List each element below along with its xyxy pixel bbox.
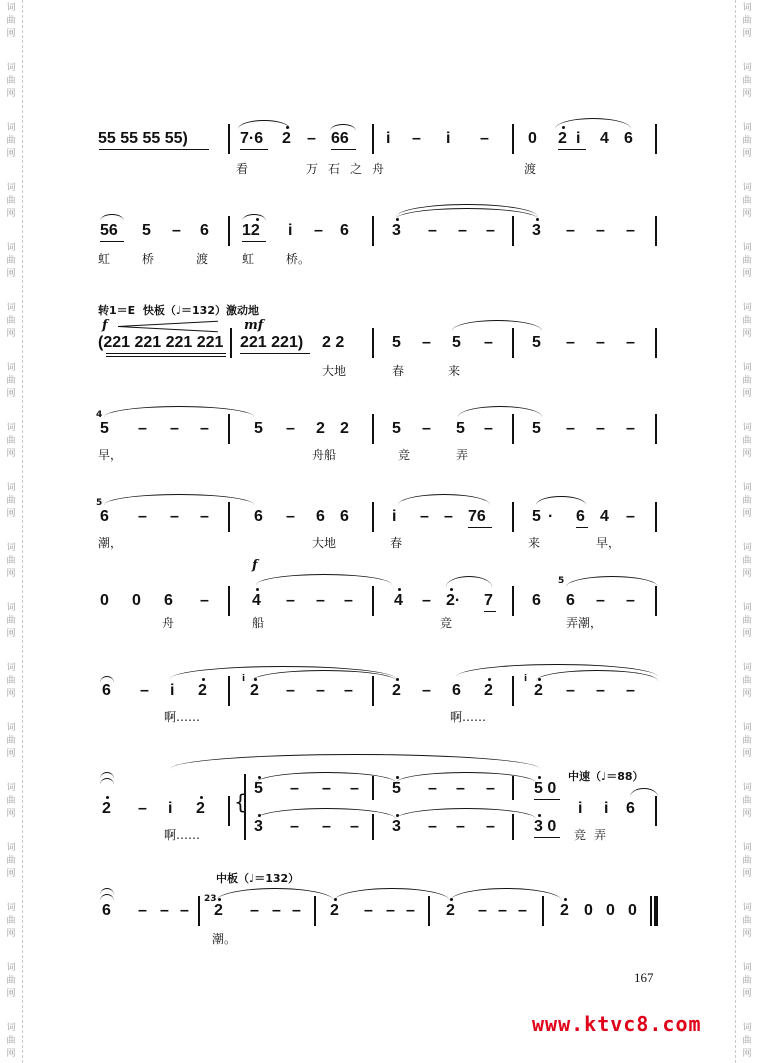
note: 5 [532,334,541,351]
note: – [292,902,301,919]
watermark: 词 曲 网 [742,303,752,339]
watermark: 词 曲 网 [6,1023,16,1059]
watermark: 词 曲 网 [742,123,752,159]
watermark: 词 曲 网 [742,783,752,819]
note: – [596,334,605,351]
note-group: 55 55 55 55) [98,130,188,147]
note: – [170,508,179,525]
note: – [458,222,467,239]
note: – [350,818,359,835]
note: i [392,508,397,525]
lyric: 早， [98,448,123,462]
note: i [604,800,609,817]
note: 5 [392,334,401,351]
note: 2 [340,420,349,437]
note: – [286,420,295,437]
note: 2 [198,682,207,699]
note: i [446,130,451,147]
note: – [626,222,635,239]
note: – [200,592,209,609]
lyric: 啊…… [450,710,487,724]
note: 6 [254,508,263,525]
note: – [200,508,209,525]
note: – [484,420,493,437]
note: – [286,508,295,525]
watermark: 词 曲 网 [742,903,752,939]
note: – [350,780,359,797]
note: i [170,682,175,699]
note: i [576,130,581,147]
note: – [626,334,635,351]
tempo-heading: 转1＝E 快板（♩＝132）激动地 [98,304,259,317]
watermark: 词 曲 网 [742,363,752,399]
watermark: 词 曲 网 [742,183,752,219]
lyric: 啊…… [164,828,201,842]
note: – [422,420,431,437]
grace-note: 4 [96,410,103,420]
note: – [386,902,395,919]
note: – [478,902,487,919]
note: 2 [534,682,543,699]
note: 2 [214,902,223,919]
note: 2 [392,682,401,699]
note: – [566,222,575,239]
note: 6 [566,592,575,609]
note: 4 [600,130,609,147]
note: 0 [606,902,615,919]
note: – [420,508,429,525]
note: – [286,592,295,609]
watermark: 词 曲 网 [6,183,16,219]
dynamic-mf: mf [244,318,264,333]
note: – [626,682,635,699]
dynamic-f: f [102,318,108,333]
note-group: 221 221) [240,334,304,351]
note: 5 [532,420,541,437]
lyric: 虹 [98,252,111,266]
note: – [250,902,259,919]
site-url[interactable]: www.ktvc8.com [532,1012,702,1036]
note: 5 0 [534,780,557,797]
lyric: 早， [596,536,621,550]
note: – [344,592,353,609]
note: – [518,902,527,919]
note: i [578,800,583,817]
note: 5 [392,780,401,797]
grace-note: 5 [558,576,565,586]
lyric: 桥。 [286,252,311,266]
note: 5 [452,334,461,351]
watermark: 词 曲 网 [742,843,752,879]
note: 0 [628,902,637,919]
note: – [596,222,605,239]
tempo-change: 中板（♩＝132） [216,872,300,885]
lyric: 舟船 [312,448,337,462]
note: – [140,682,149,699]
note: – [290,818,299,835]
note: 66 [331,130,349,147]
lyric: 春 [390,536,403,550]
right-margin [735,0,760,1063]
note: i [386,130,391,147]
note: 6 [102,682,111,699]
note: – [138,420,147,437]
watermark: 词 曲 网 [6,423,16,459]
note: – [412,130,421,147]
note: – [498,902,507,919]
note: – [422,592,431,609]
watermark: 词 曲 网 [6,723,16,759]
lyric: 竞 [398,448,411,462]
note: 2 [558,130,567,147]
note: 0 [100,592,109,609]
watermark: 词 曲 网 [6,603,16,639]
watermark: 词 曲 网 [6,3,16,39]
note: 6 [626,800,635,817]
grace-note: i [524,674,528,684]
note: – [422,334,431,351]
lyric: 大地 [322,364,347,378]
lyric: 看 [236,162,249,176]
watermark: 词 曲 网 [742,423,752,459]
lyric: 渡 [524,162,537,176]
note: 6 [576,508,585,525]
note: 6 [316,508,325,525]
note-group: (221 221 221 221 [98,334,224,351]
note: 5 [456,420,465,437]
note: – [566,420,575,437]
left-margin [0,0,23,1063]
note: – [596,592,605,609]
note: 2 [316,420,325,437]
note: – [322,818,331,835]
note: 5 [392,420,401,437]
note: 12 [242,222,260,239]
lyric: 潮。 [212,932,237,946]
note: 6 [164,592,173,609]
watermark: 词 曲 网 [6,783,16,819]
note: 0 [528,130,537,147]
note: – [486,818,495,835]
lyric: 渡 [196,252,209,266]
note: 4 [600,508,609,525]
note: 3 [392,222,401,239]
page-number: 167 [634,970,654,985]
note: 2 [330,902,339,919]
note: – [344,682,353,699]
lyric: 竞弄 [574,828,615,842]
note: – [422,682,431,699]
note: – [406,902,415,919]
lyric: 大地 [312,536,337,550]
note: 6 [340,508,349,525]
note: – [596,420,605,437]
note: – [626,592,635,609]
note: 0 [584,902,593,919]
note: – [444,508,453,525]
note: – [322,780,331,797]
grace-note: 23 [204,894,217,904]
note: – [314,222,323,239]
lyric: 来 [448,364,461,378]
watermark: 词 曲 网 [6,363,16,399]
note: – [272,902,281,919]
lyric: 潮， [98,536,123,550]
note: – [180,902,189,919]
watermark: 词 曲 网 [742,663,752,699]
watermark: 词 曲 网 [6,543,16,579]
lyric: 弄 [456,448,469,462]
note: 3 [532,222,541,239]
watermark: 词 曲 网 [6,663,16,699]
note: – [456,780,465,797]
note: 2 [560,902,569,919]
watermark: 词 曲 网 [742,63,752,99]
note: – [480,130,489,147]
note: 6 [340,222,349,239]
watermark: 词 曲 网 [6,843,16,879]
note: – [566,682,575,699]
lyric: 桥 [142,252,155,266]
note: – [286,682,295,699]
note: – [170,420,179,437]
dynamic-f: f [252,558,258,573]
watermark: 词 曲 网 [6,903,16,939]
note: – [316,682,325,699]
grace-note: 5 [96,498,103,508]
note: – [428,222,437,239]
watermark: 词 曲 网 [6,243,16,279]
watermark: 词 曲 网 [742,603,752,639]
note: – [486,222,495,239]
lyric: 来 [528,536,541,550]
lyric: 竞 [440,616,453,630]
lyric: 舟 [162,616,175,630]
note: – [316,592,325,609]
watermark: 词 曲 网 [6,63,16,99]
note: 6 [452,682,461,699]
note: 5 [100,420,109,437]
note: – [456,818,465,835]
note: 6 [532,592,541,609]
note: 0 [132,592,141,609]
note: 56 [100,222,118,239]
note: 2 [102,800,111,817]
note: – [626,420,635,437]
watermark: 词 曲 网 [742,1023,752,1059]
note: 5 [532,508,541,525]
note: 5 [254,780,263,797]
watermark: 词 曲 网 [6,483,16,519]
lyric: 春 [392,364,405,378]
watermark: 词 曲 网 [742,963,752,999]
note: 6 [624,130,633,147]
note: – [138,800,147,817]
note: – [160,902,169,919]
watermark: 词 曲 网 [742,483,752,519]
note: – [566,334,575,351]
note: – [138,508,147,525]
note: 4 [252,592,261,609]
watermark: 词 曲 网 [742,3,752,39]
note: 2 [196,800,205,817]
watermark: 词 曲 网 [742,723,752,759]
note: i [288,222,293,239]
note: – [364,902,373,919]
note: – [172,222,181,239]
note: – [307,130,316,147]
note: – [428,818,437,835]
note: 4 [394,592,403,609]
note: 2 2 [322,334,345,351]
lyric: 弄潮， [566,616,603,630]
lyric: 船 [252,616,265,630]
watermark: 词 曲 网 [6,303,16,339]
note: 2 [250,682,259,699]
watermark: 词 曲 网 [742,543,752,579]
note: 3 [254,818,263,835]
lyric: 万石之舟 [306,162,395,176]
note: – [138,902,147,919]
note: · [548,508,554,525]
note: 3 0 [534,818,557,835]
note: 5 [142,222,151,239]
note: 6 [100,508,109,525]
lyric: 虹 [242,252,255,266]
note: 2· [446,592,461,609]
note: – [484,334,493,351]
tempo-change: 中速（♩＝88） [568,770,644,783]
note: – [596,682,605,699]
note: 76 [468,508,486,525]
watermark: 词 曲 网 [6,963,16,999]
note: 6 [102,902,111,919]
note: – [200,420,209,437]
note: – [486,780,495,797]
note: – [428,780,437,797]
note: 2 [484,682,493,699]
watermark: 词 曲 网 [742,243,752,279]
note: – [626,508,635,525]
note: 7 [484,592,493,609]
note: 7·6 [240,130,264,147]
note: 3 [392,818,401,835]
grace-note: i [242,674,246,684]
note: 5 [254,420,263,437]
lyric: 啊…… [164,710,201,724]
note: 6 [200,222,209,239]
note: 2 [446,902,455,919]
watermark: 词 曲 网 [6,123,16,159]
note: 2 [282,130,291,147]
note: i [168,800,173,817]
note: – [290,780,299,797]
